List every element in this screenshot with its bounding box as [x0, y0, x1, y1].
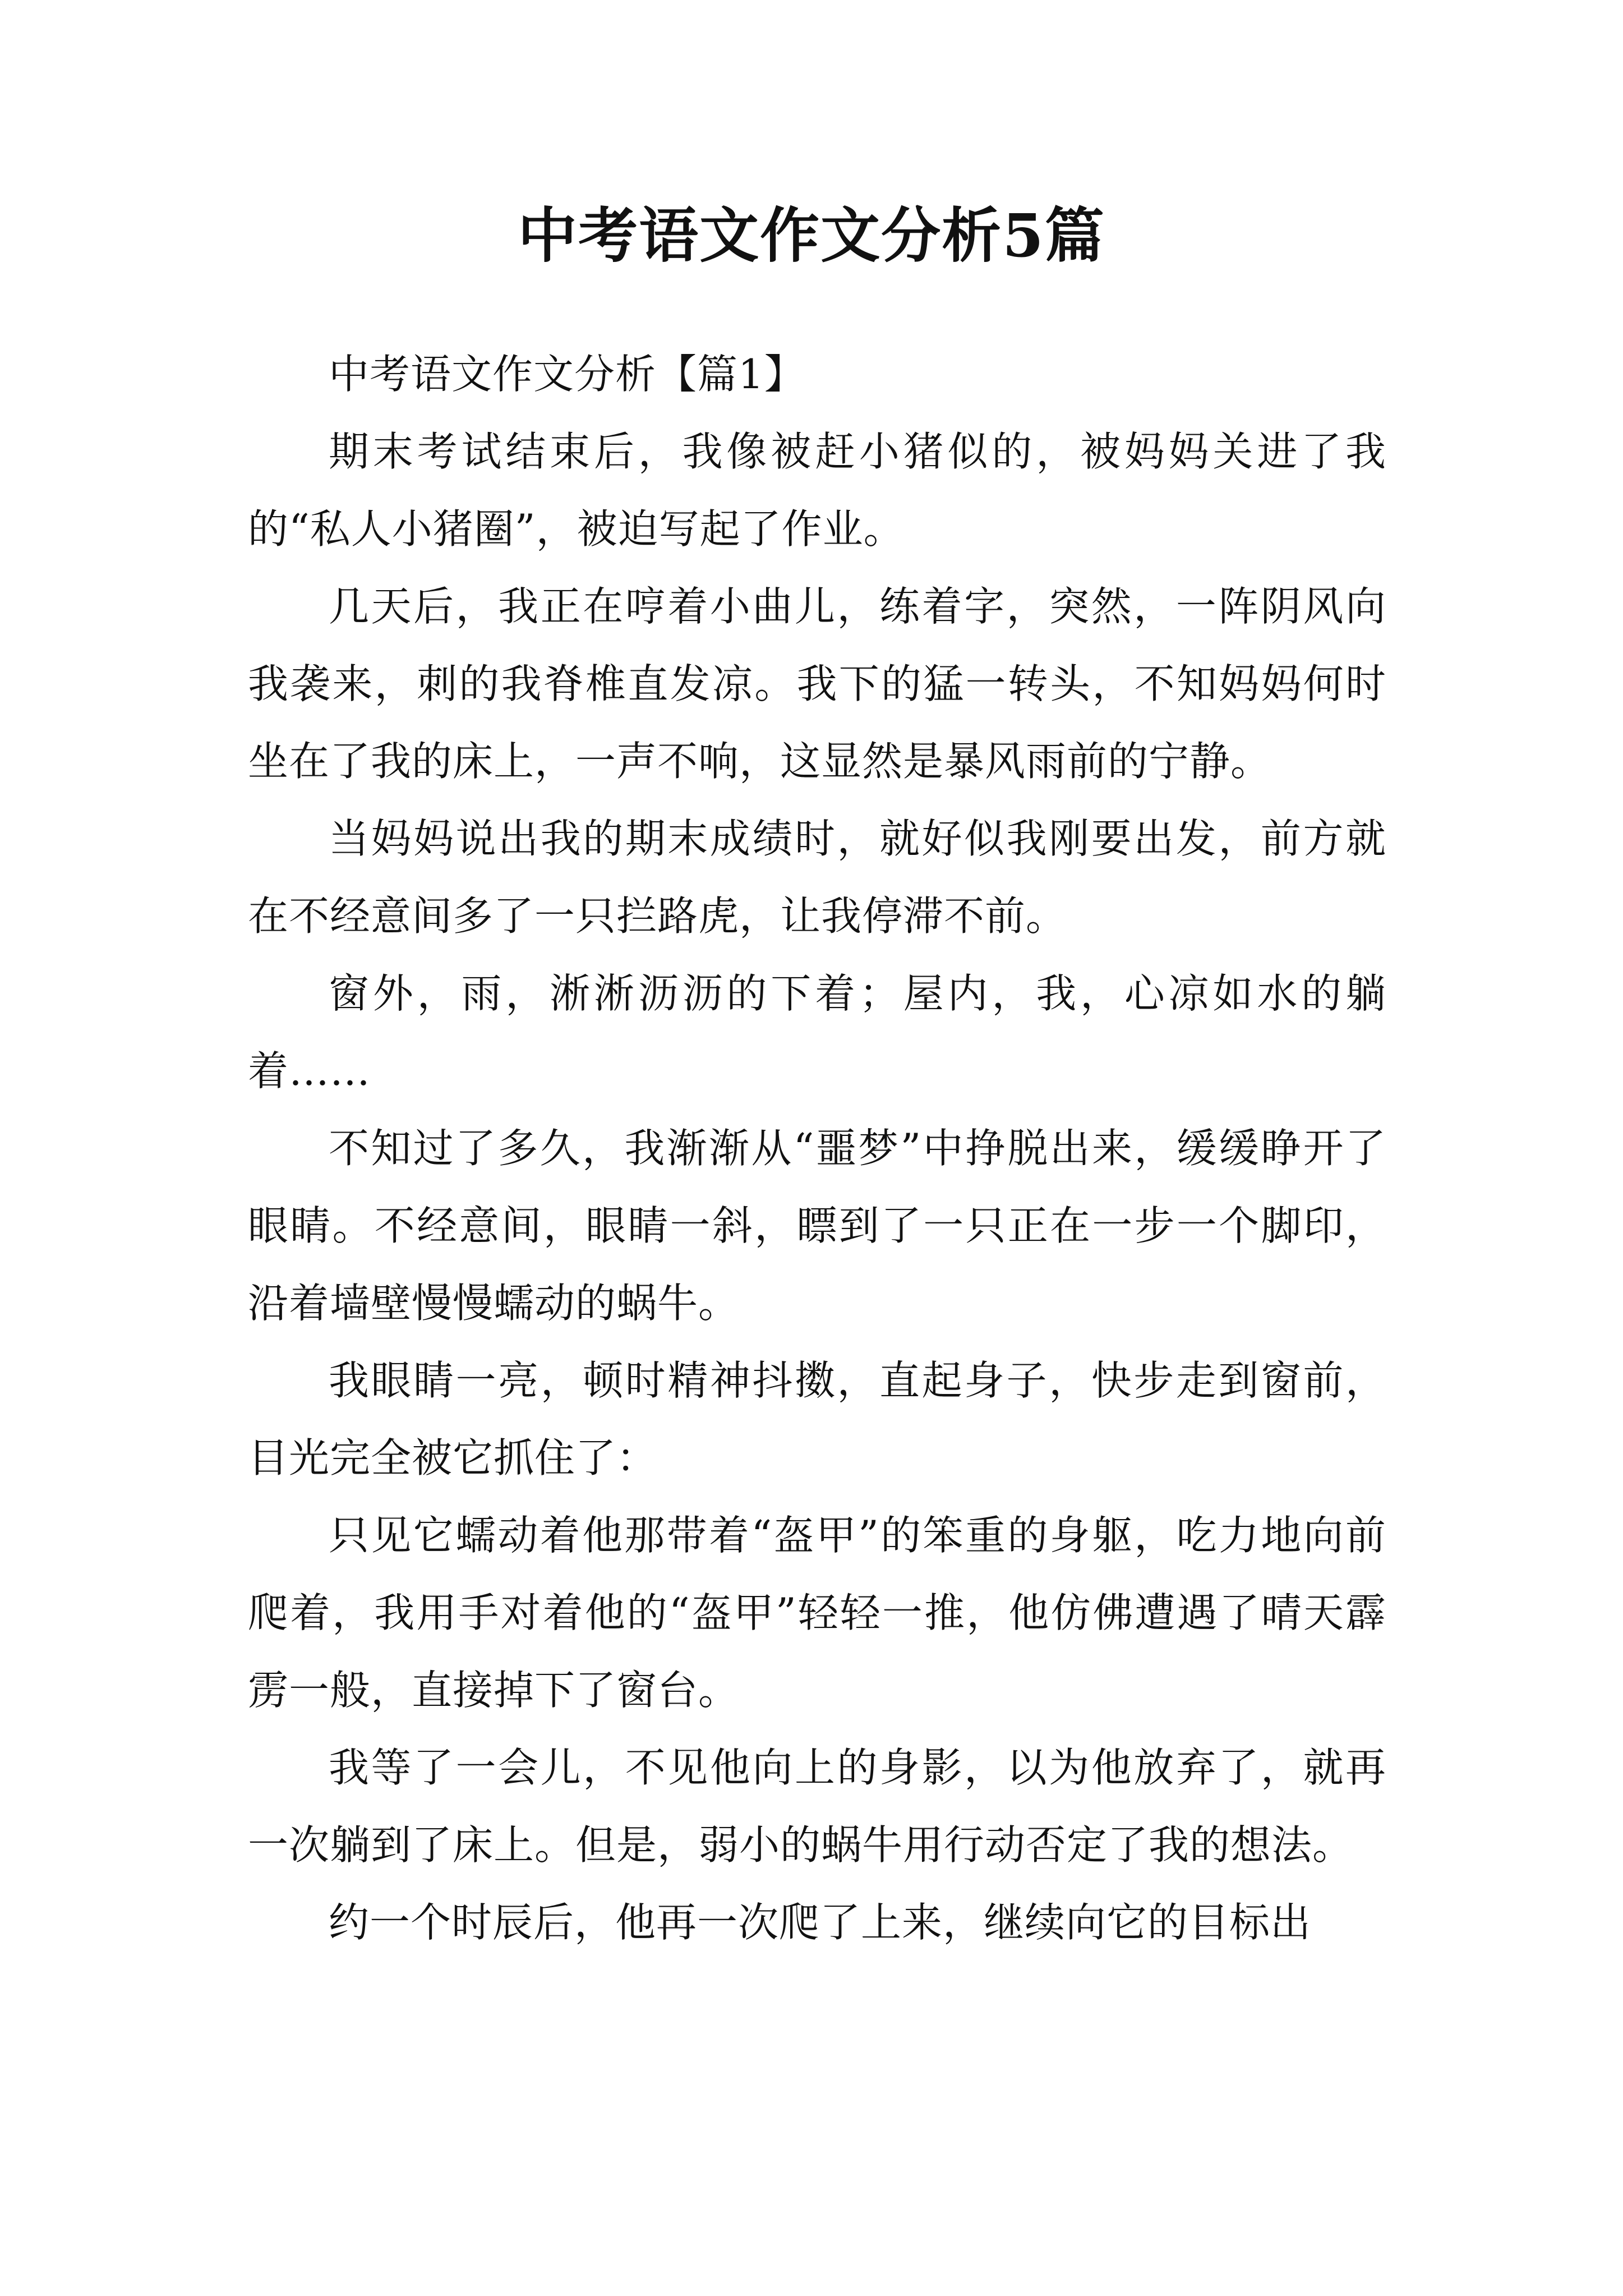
paragraph: 期末考试结束后，我像被赶小猪似的，被妈妈关进了我的“私人小猪圈”，被迫写起了作业。	[248, 428, 1386, 553]
document-body	[248, 335, 1386, 1961]
paragraph: 不知过了多久，我渐渐从“噩梦”中挣脱出来，缓缓睁开了眼睛。不经意间，眼睛一斜，瞟到了一只正在一步一个脚印，沿着墙壁慢慢蠕动的蜗牛。	[248, 1125, 1386, 1327]
paragraph: 我等了一会儿，不见他向上的身影，以为他放弃了，就再一次躺到了床上。但是，弱小的蜗牛用行动否定了我的想法。	[248, 1744, 1386, 1869]
paragraph: 只见它蠕动着他那带着“盔甲”的笨重的身躯，吃力地向前爬着，我用手对着他的“盔甲”轻轻一推，他仿佛遭遇了晴天霹雳一般，直接掉下了窗台。	[248, 1512, 1386, 1714]
paragraph: 约一个时辰后，他再一次爬了上来，继续向它的目标出	[329, 1899, 1312, 1946]
paragraph: 当妈妈说出我的期末成绩时，就好似我刚要出发，前方就在不经意间多了一只拦路虎，让我停滞不前。	[248, 815, 1386, 940]
section-heading: 中考语文作文分析【篇1】	[329, 351, 805, 398]
paragraph: 几天后，我正在哼着小曲儿，练着字，突然，一阵阴风向我袭来，刺的我脊椎直发凉。我下的猛一转头，不知妈妈何时坐在了我的床上，一声不响，这显然是暴风雨前的宁静。	[248, 583, 1386, 785]
document-title: 中考语文作文分析5篇	[518, 200, 1105, 270]
paragraph: 我眼睛一亮，顿时精神抖擞，直起身子，快步走到窗前，目光完全被它抓住了：	[248, 1357, 1386, 1481]
paragraph: 窗外，雨，淅淅沥沥的下着；屋内，我，心凉如水的躺着……	[248, 970, 1386, 1094]
